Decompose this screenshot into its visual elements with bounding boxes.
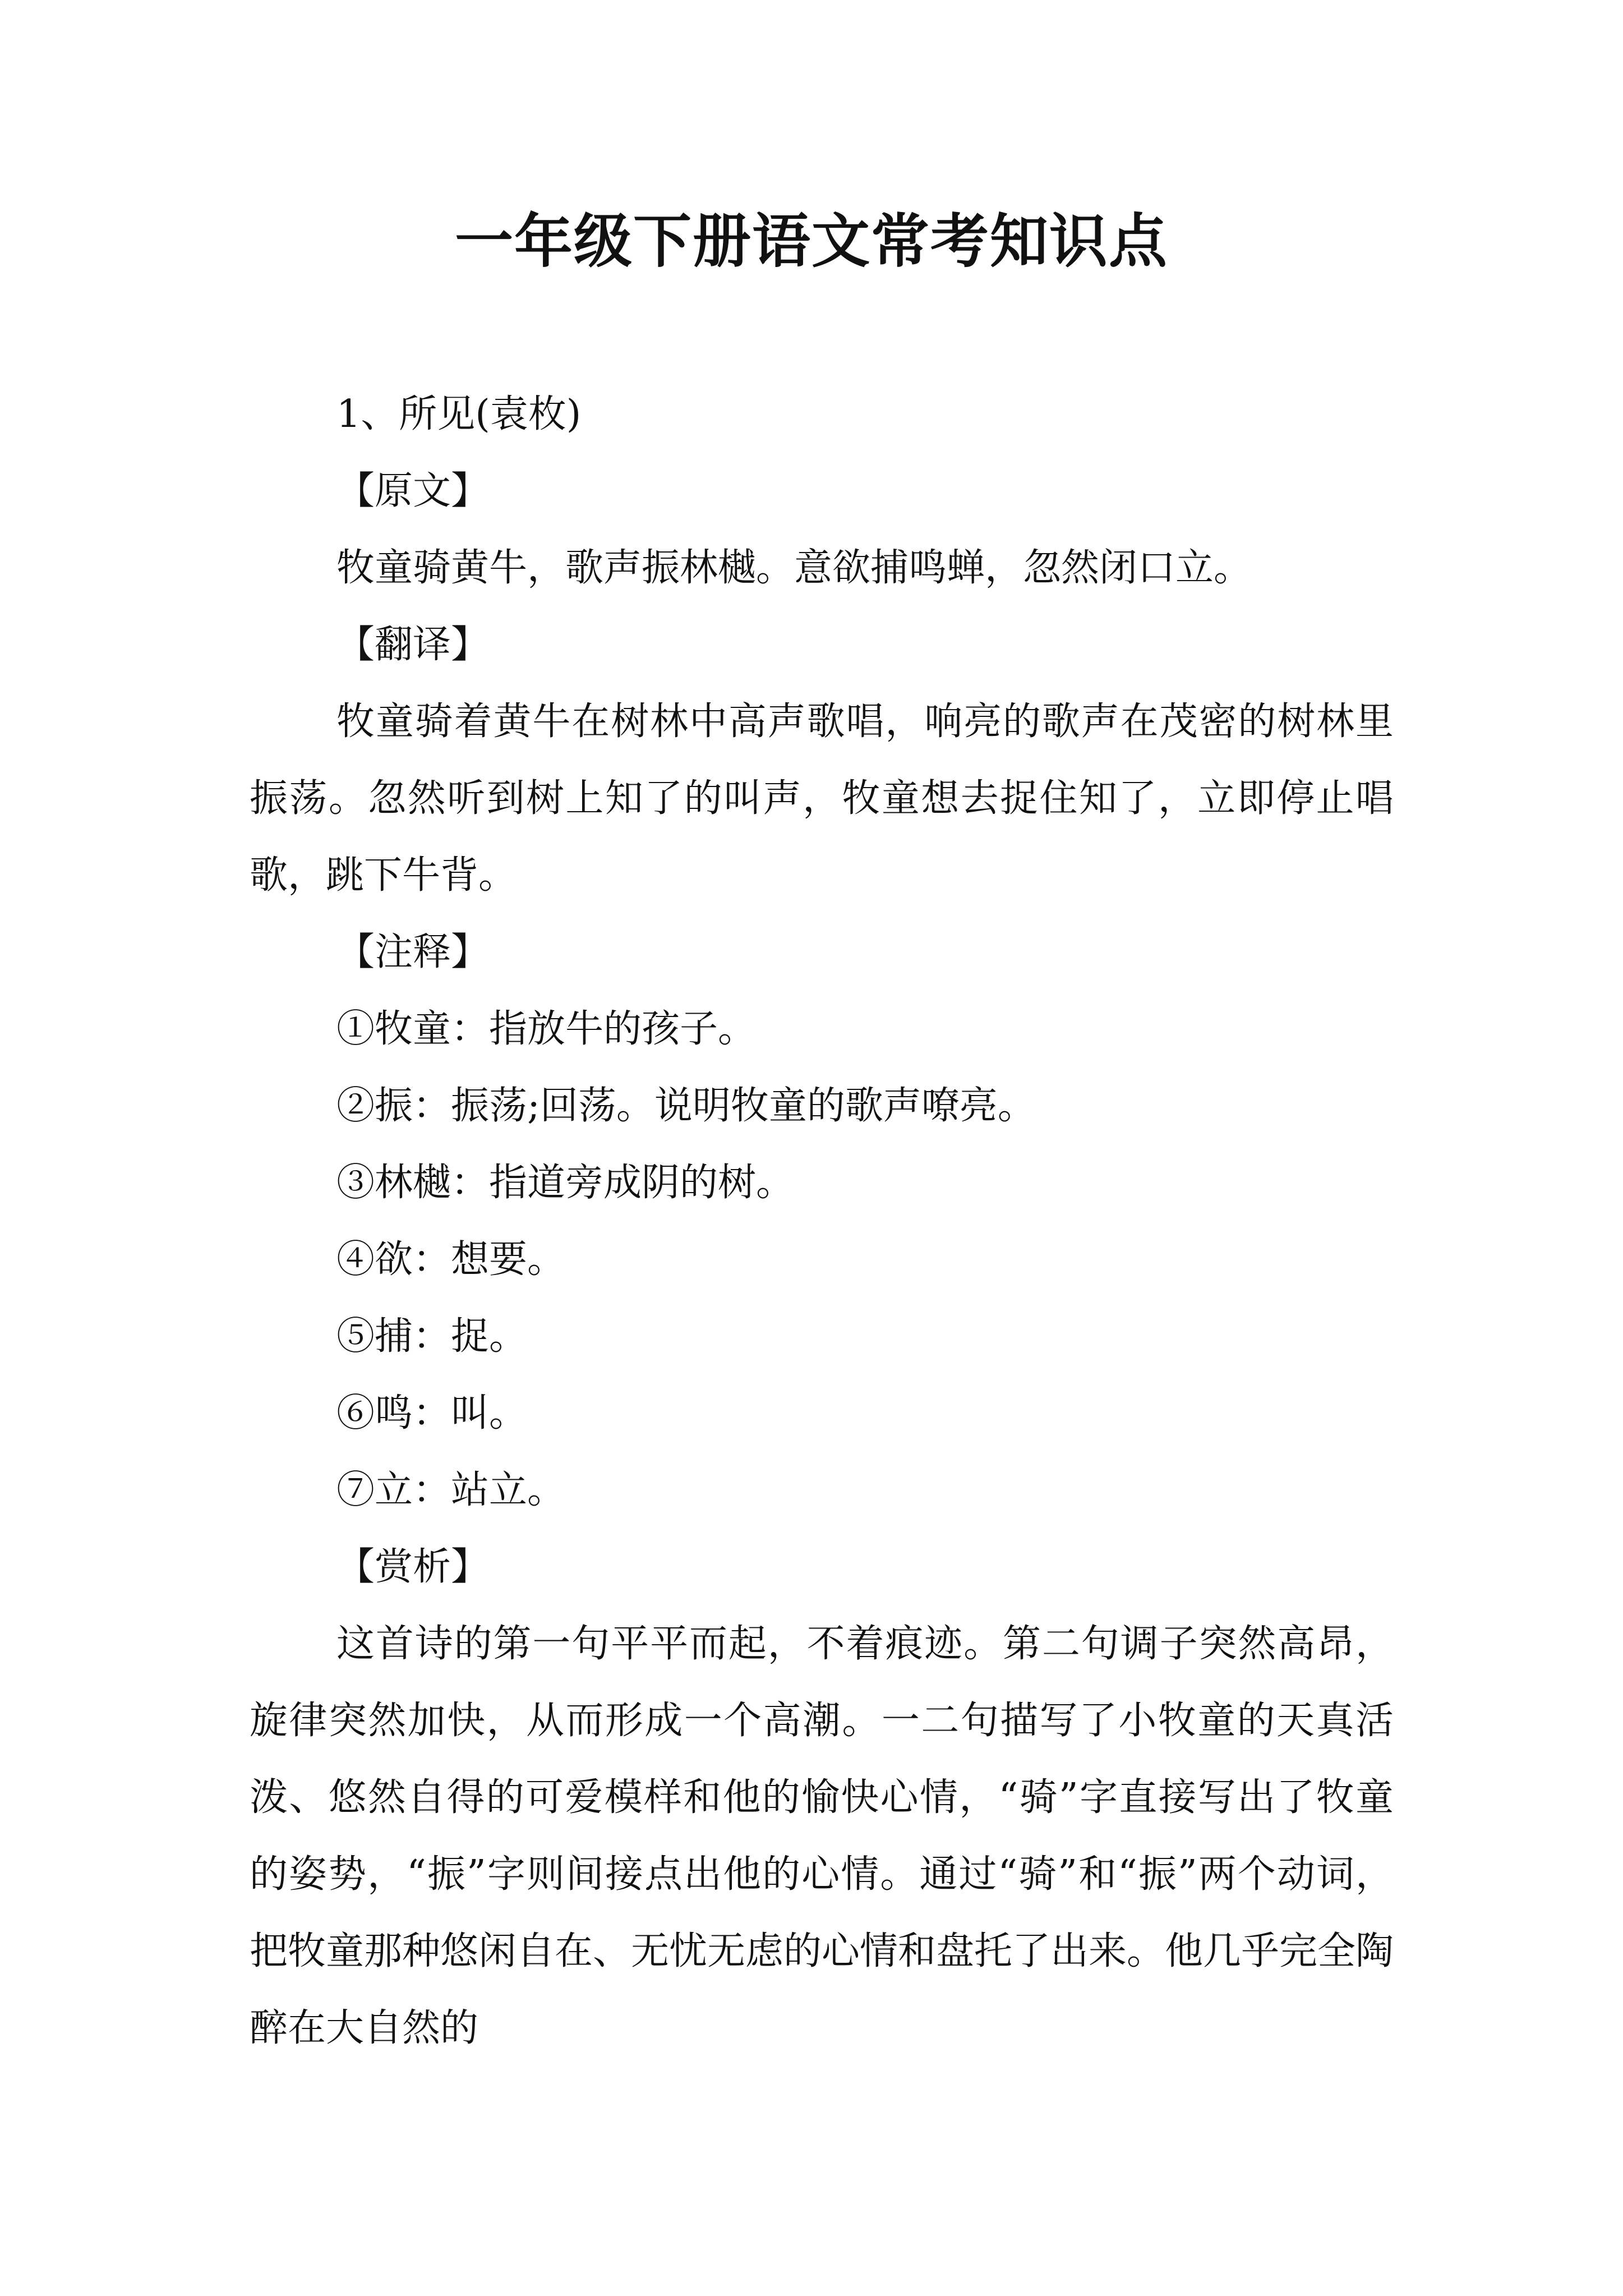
note-item: ⑦立：站立。 [336, 1468, 566, 1512]
note-item: ②振：振荡;回荡。说明牧童的歌声嘹亮。 [336, 1084, 1036, 1128]
note-item: ④欲：想要。 [336, 1237, 566, 1282]
note-item: ③林樾：指道旁成阴的树。 [336, 1161, 795, 1205]
page-title: 一年级下册语文常考知识点 [454, 207, 1168, 275]
original-text: 牧童骑黄牛，歌声振林樾。意欲捕鸣蝉，忽然闭口立。 [336, 546, 1252, 590]
note-item: ⑤捕：捉。 [336, 1314, 528, 1359]
translation-paragraph: 牧童骑着黄牛在树林中高声歌唱，响亮的歌声在茂密的树林里振荡。忽然听到树上知了的叫声，牧童想去捉住知了，立即停止唱歌，跳下牛背。 [250, 700, 1394, 898]
document-body [250, 376, 1394, 2067]
note-item: ⑥鸣：叫。 [336, 1391, 528, 1435]
note-item: ①牧童：指放牛的孩子。 [336, 1007, 757, 1051]
appreciation-label: 【赏析】 [336, 1545, 490, 1589]
translation-label: 【翻译】 [336, 623, 490, 667]
notes-label: 【注释】 [336, 930, 490, 974]
section-heading: 1、所见(袁枚) [336, 392, 582, 436]
appreciation-paragraph: 这首诗的第一句平平而起，不着痕迹。第二句调子突然高昂，旋律突然加快，从而形成一个高潮。一二句描写了小牧童的天真活泼、悠然自得的可爱模样和他的愉快心情，“骑”字直接写出了牧童的姿势，“振”字则间接点出他的心情。通过“骑”和“振”两个动词，把牧童那种悠闲自在、无忧无虑的心情和盘托了出来。他几乎完全陶醉在大自然的 [250, 1622, 1394, 2050]
original-label: 【原文】 [336, 469, 490, 513]
